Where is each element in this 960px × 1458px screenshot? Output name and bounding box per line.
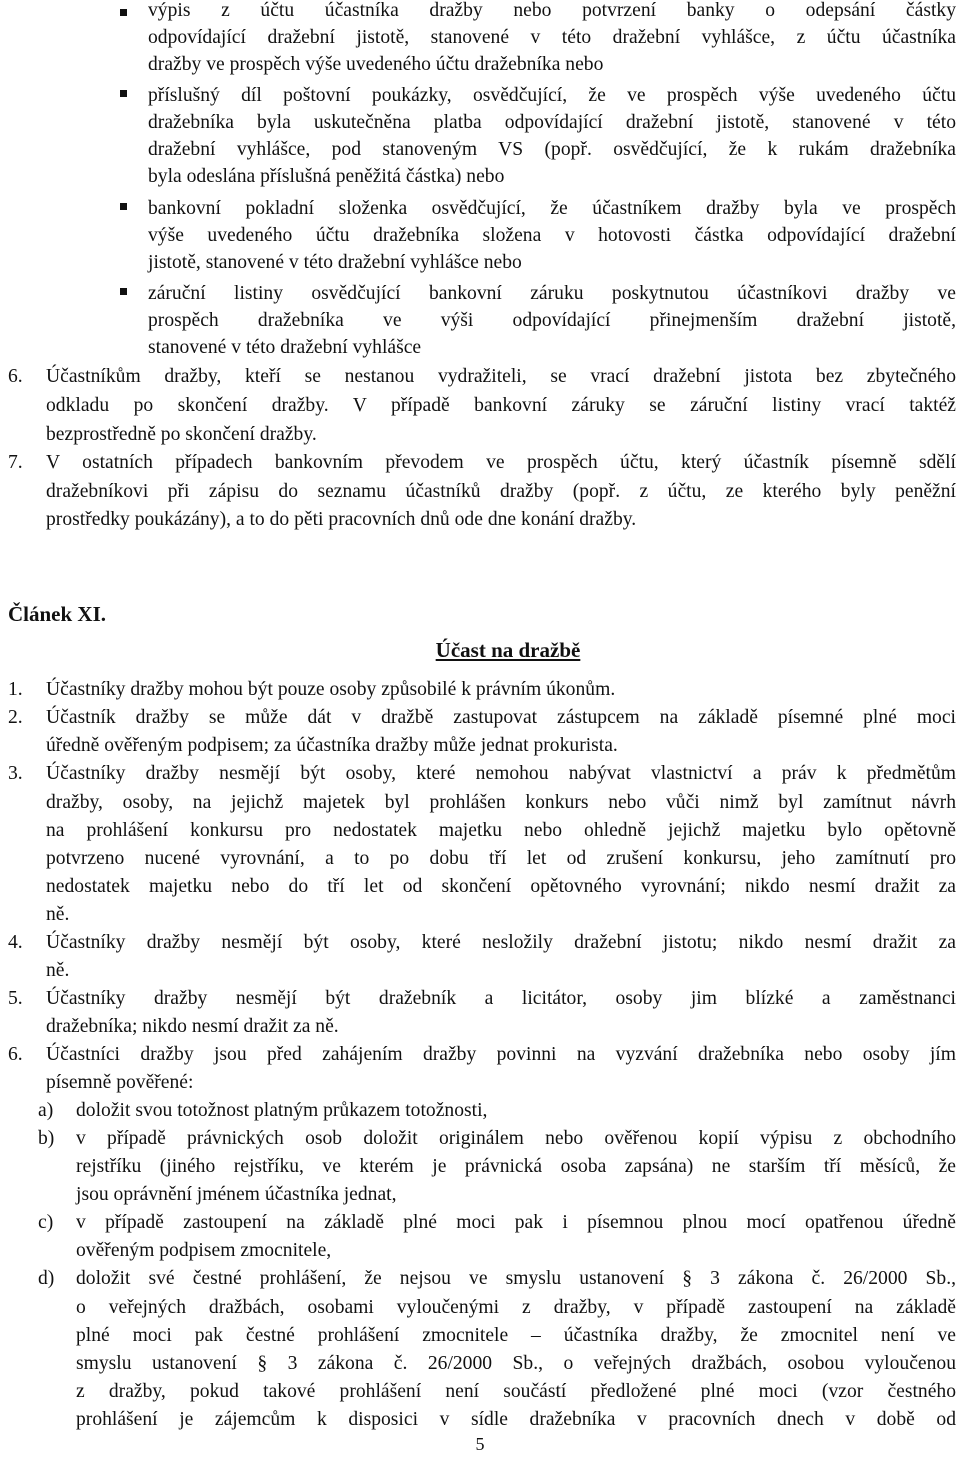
article-heading: Článek XI. xyxy=(8,602,107,626)
square-bullet-icon xyxy=(120,9,127,16)
text-line: odpovídající dražební jistotě, stanovené v této dražební vyhlášce, z účtu účastníka xyxy=(148,27,956,48)
square-bullet-icon xyxy=(120,90,127,97)
text-line: výše uvedeného účtu dražebníka složena v hotovosti částka odpovídající dražební xyxy=(148,225,956,246)
section-title: Účast na dražbě xyxy=(435,638,581,662)
text-line: dražebníka byla uskutečněna platba odpovídající dražební jistotě, stanovené v této xyxy=(148,112,956,133)
text-line: záruční listiny osvědčující bankovní záruku poskytnutou účastníkovi dražby ve xyxy=(148,283,956,304)
item-number: 4. xyxy=(8,932,23,953)
page-number: 5 xyxy=(475,1434,485,1454)
text-line: doložit svou totožnost platným průkazem totožnosti, xyxy=(76,1100,488,1121)
text-line: Účastníkům dražby, kteří se nestanou vydražiteli, se vrací dražební jistota bez zbytečného xyxy=(46,366,956,387)
item-number: 6. xyxy=(8,366,23,387)
text-line: dražební vyhlášce, pod stanoveným VS (popř. osvědčující, že k rukám dražebníka xyxy=(148,139,956,160)
text-line: plné moci pak čestné prohlášení zmocnitele – účastníka dražby, že zmocnitel není ve xyxy=(76,1325,956,1346)
text-line: ně. xyxy=(46,960,70,981)
text-line: o veřejných dražbách, osobami vyloučenými z dražby, v případě zastoupení na základě xyxy=(76,1297,956,1318)
text-line: dražby, osoby, na jejichž majetek byl prohlášen konkurs nebo vůči nimž byl zamítnut návrh xyxy=(46,792,956,813)
text-line: dražebníka; nikdo nesmí dražit za ně. xyxy=(46,1016,339,1037)
item-letter: b) xyxy=(38,1128,55,1149)
item-number: 3. xyxy=(8,763,23,784)
text-line: odkladu po skončení dražby. V případě bankovní záruky se záruční listiny vrací taktéž xyxy=(46,395,956,416)
text-line: v případě zastoupení na základě plné moci pak i písemnou plnou mocí opatřenou úředně xyxy=(76,1212,956,1233)
text-line: nedostatek majetku nebo do tří let od skončení opětovného vyrovnání; nikdo nesmí dražit za xyxy=(46,876,956,897)
item-number: 5. xyxy=(8,988,23,1009)
text-line: stanovené v této dražební vyhlášce xyxy=(148,337,422,358)
text-line: prospěch dražebníka ve výši odpovídající přinejmenším dražební jistotě, xyxy=(148,310,956,331)
item-number: 7. xyxy=(8,452,23,473)
text-line: v případě právnických osob doložit originálem nebo ověřenou kopií výpisu z obchodního xyxy=(76,1128,956,1149)
text-line: Účastníky dražby mohou být pouze osoby způsobilé k právním úkonům. xyxy=(46,679,616,700)
text-line: jsou oprávnění jménem účastníka jednat, xyxy=(76,1184,397,1205)
text-line: bezprostředně po skončení dražby. xyxy=(46,424,317,445)
text-line: z dražby, pokud takové prohlášení není součástí předložené plné moci (vzor čestného xyxy=(76,1381,956,1402)
square-bullet-icon xyxy=(120,203,127,210)
text-line: ně. xyxy=(46,904,70,925)
text-line: úředně ověřeným podpisem; za účastníka dražby může jednat prokurista. xyxy=(46,735,618,756)
text-line: ověřeným podpisem zmocnitele, xyxy=(76,1240,332,1261)
text-line: byla odeslána příslušná peněžitá částka) nebo xyxy=(148,166,505,187)
item-number: 2. xyxy=(8,707,23,728)
text-line: příslušný díl poštovní poukázky, osvědčující, že ve prospěch výše uvedeného účtu xyxy=(148,85,956,106)
text-line: prostředky poukázány), a to do pěti pracovních dnů ode dne konání dražby. xyxy=(46,509,637,530)
item-letter: a) xyxy=(38,1100,54,1121)
text-line: doložit své čestné prohlášení, že nejsou ve smyslu ustanovení § 3 zákona č. 26/2000 Sb., xyxy=(76,1268,956,1289)
text-line: dražebníkovi při zápisu do seznamu účastníků dražby (popř. z účtu, ze kterého byly peněžní xyxy=(46,481,956,502)
text-line: Účastníky dražby nesmějí být osoby, které nemohou nabývat vlastnictví a práv k předmětům xyxy=(46,763,956,784)
text-line: výpis z účtu účastníka dražby nebo potvrzení banky o odepsání částky xyxy=(148,0,956,21)
item-number: 6. xyxy=(8,1044,23,1065)
text-line: jistotě, stanovené v této dražební vyhlášce nebo xyxy=(148,252,522,273)
item-number: 1. xyxy=(8,679,23,700)
text-line: Účastník dražby se může dát v dražbě zastupovat zástupcem na základě písemné plné moci xyxy=(46,707,956,728)
text-line: Účastníci dražby jsou před zahájením dražby povinni na vyzvání dražebníka nebo osoby jím xyxy=(46,1044,956,1065)
text-line: Účastníky dražby nesmějí být dražebník a licitátor, osoby jim blízké a zaměstnanci xyxy=(46,988,956,1009)
text-line: rejstříku (jiného rejstříku, ve kterém je právnická osoba zapsána) ne starším tří měsíců, že xyxy=(76,1156,956,1177)
text-line: na prohlášení konkursu pro nedostatek majetku nebo ohledně jejichž majetku bylo opětovně xyxy=(46,820,956,841)
text-line: bankovní pokladní složenka osvědčující, že účastníkem dražby byla ve prospěch xyxy=(148,198,956,219)
text-line: smyslu ustanovení § 3 zákona č. 26/2000 Sb., o veřejných dražbách, osobou vyloučenou xyxy=(76,1353,956,1374)
text-line: prohlášení je zájemcům k disposici v sídle dražebníka v pracovních dnech v době od xyxy=(76,1409,956,1430)
text-line: dražby ve prospěch výše uvedeného účtu dražebníka nebo xyxy=(148,54,604,75)
item-letter: c) xyxy=(38,1212,54,1233)
square-bullet-icon xyxy=(120,288,127,295)
text-line: písemně pověřené: xyxy=(46,1072,194,1093)
text-line: Účastníky dražby nesmějí být osoby, které nesložily dražební jistotu; nikdo nesmí dražit za xyxy=(46,932,956,953)
text-line: V ostatních případech bankovním převodem ve prospěch účtu, který účastník písemně sdělí xyxy=(46,452,956,473)
item-letter: d) xyxy=(38,1268,55,1289)
text-line: potvrzeno nucené vyrovnání, a to po dobu tří let od zrušení konkursu, jeho zamítnutí pro xyxy=(46,848,956,869)
